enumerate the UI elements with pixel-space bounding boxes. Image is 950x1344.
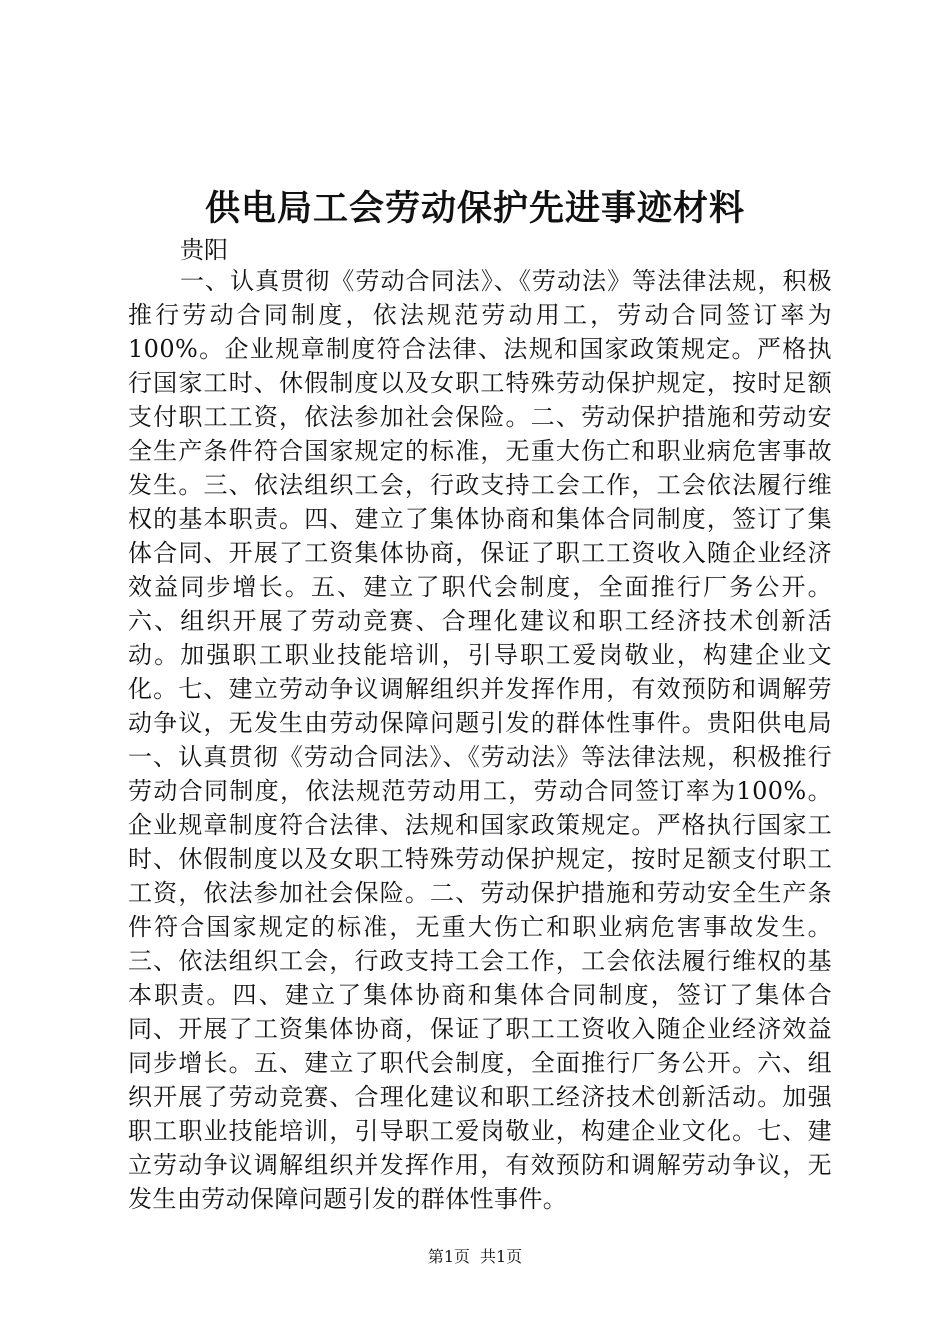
page-footer <box>0 1246 950 1268</box>
document-body: 一、认真贯彻《劳动合同法》、《劳动法》等法律法规，积极推行劳动合同制度，依法规范劳动用工，劳动合同签订率为100%。企业规章制度符合法律、法规和国家政策规定。严格执行国家工时、休假制度以及女职工特殊劳动保护规定，按时足额支付职工工资，依法参加社会保险。二、劳动保护措施和劳动安全生产条件符合国家规定的标准，无重大伤亡和职业病危害事故发生。三、依法组织工会，行政支持工会工作，工会依法履行维权的基本职责。四、建立了集体协商和集体合同制度，签订了集体合同、开展了工资集体协商，保证了职工工资收入随企业经济效益同步增长。五、建立了职代会制度，全面推行厂务公开。六、组织开展了劳动竞赛、合理化建议和职工经济技术创新活动。加强职工职业技能培训，引导职工爱岗敬业，构建企业文化。七、建立劳动争议调解组织并发挥作用，有效预防和调解劳动争议，无发生由劳动保障问题引发的群体性事件。贵阳供电局一、认真贯彻《劳动合同法》、《劳动法》等法律法规，积极推行劳动合同制度，依法规范劳动用工，劳动合同签订率为100%。企业规章制度符合法律、法规和国家政策规定。严格执行国家工时、休假制度以及女职工特殊劳动保护规定，按时足额支付职工工资，依法参加社会保险。二、劳动保护措施和劳动安全生产条件符合国家规定的标准，无重大伤亡和职业病危害事故发生。三、依法组织工会，行政支持工会工作，工会依法履行维权的基本职责。四、建立了集体协商和集体合同制度，签订了集体合同、开展了工资集体协商，保证了职工工资收入随企业经济效益同步增长。五、建立了职代会制度，全面推行厂务公开。六、组织开展了劳动竞赛、合理化建议和职工经济技术创新活动。加强职工职业技能培训，引导职工爱岗敬业，构建企业文化。七、建立劳动争议调解组织并发挥作用，有效预防和调解劳动争议，无发生由劳动保障问题引发的群体性事件。 <box>128 267 832 1213</box>
page-total: 共1页 <box>480 1247 523 1266</box>
document-title: 供电局工会劳动保护先进事迹材料 <box>204 188 745 229</box>
document-author: 贵阳 <box>180 236 228 264</box>
page-number: 第1页 <box>427 1247 470 1266</box>
